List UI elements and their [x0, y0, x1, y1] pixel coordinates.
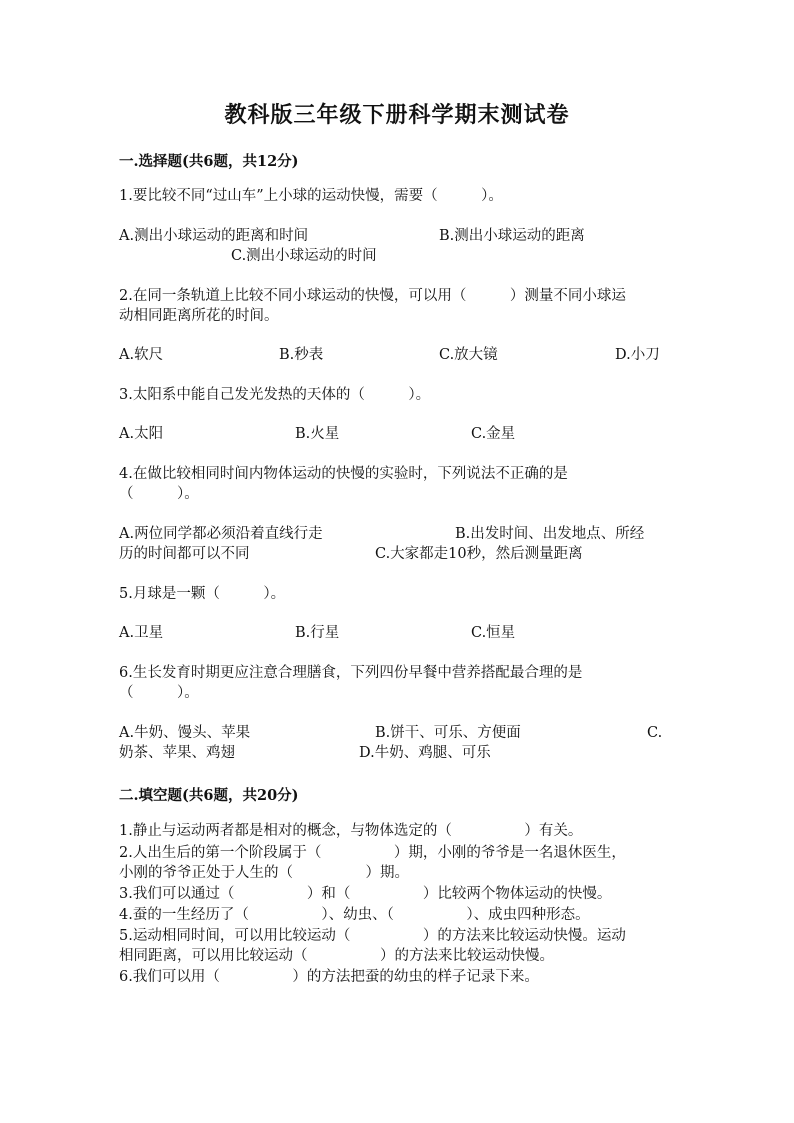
- fill-blank-line-8: 6.我们可以用（ ）的方法把蚕的幼虫的样子记录下来。: [119, 969, 539, 985]
- question-5-option-c: C.恒星: [471, 625, 516, 641]
- question-2-option-b: B.秒表: [279, 347, 324, 363]
- fill-blank-line-2: 2.人出生后的第一个阶段属于（ ）期，小刚的爷爷是一名退休医生，: [119, 845, 626, 861]
- page-title: 教科版三年级下册科学期末测试卷: [224, 102, 570, 128]
- question-4-stem-line1: 4.在做比较相同时间内物体运动的快慢的实验时，下列说法不正确的是: [119, 466, 568, 482]
- question-6-stem-line1: 6.生长发育时期更应注意合理膳食，下列四份早餐中营养搭配最合理的是: [119, 665, 583, 681]
- fill-blank-line-5: 4.蚕的一生经历了（ ）、幼虫、（ ）、成虫四种形态。: [119, 907, 590, 923]
- question-1-option-c: C.测出小球运动的时间: [231, 248, 377, 264]
- fill-blank-line-6: 5.运动相同时间，可以用比较运动（ ）的方法来比较运动快慢。运动: [119, 928, 626, 944]
- question-3-option-a: A.太阳: [119, 426, 164, 442]
- question-3-option-c: C.金星: [471, 426, 516, 442]
- question-4-option-a: A.两位同学都必须沿着直线行走: [119, 526, 323, 542]
- question-4-stem-line2: （ ）。: [119, 486, 199, 502]
- question-6-option-c-line2: 奶茶、苹果、鸡翅: [119, 745, 235, 761]
- fill-blank-line-7: 相同距离，可以用比较运动（ ）的方法来比较运动快慢。: [119, 948, 554, 964]
- fill-blank-line-1: 1.静止与运动两者都是相对的概念，与物体选定的（ ）有关。: [119, 823, 583, 839]
- question-6-option-b: B.饼干、可乐、方便面: [375, 725, 521, 741]
- question-1-option-b: B.测出小球运动的距离: [439, 228, 585, 244]
- question-6-option-a: A.牛奶、馒头、苹果: [119, 725, 251, 741]
- question-1-option-a: A.测出小球运动的距离和时间: [119, 228, 309, 244]
- question-5-stem: 5.月球是一颗（ ）。: [119, 586, 286, 602]
- fill-blank-line-4: 3.我们可以通过（ ）和（ ）比较两个物体运动的快慢。: [119, 886, 612, 902]
- question-5-option-a: A.卫星: [119, 625, 164, 641]
- question-2-option-d: D.小刀: [615, 347, 660, 363]
- question-2-option-a: A.软尺: [119, 347, 164, 363]
- question-3-option-b: B.火星: [295, 426, 340, 442]
- question-4-option-c: C.大家都走10秒，然后测量距离: [375, 546, 583, 562]
- fill-blank-line-3: 小刚的爷爷正处于人生的（ ）期。: [119, 865, 409, 881]
- question-3-stem: 3.太阳系中能自己发光发热的天体的（ ）。: [119, 387, 431, 403]
- question-6-stem-line2: （ ）。: [119, 685, 199, 701]
- section-heading-choice: 一.选择题(共6题，共12分): [119, 153, 299, 170]
- question-2-stem-line2: 动相同距离所花的时间。: [119, 308, 279, 324]
- question-2-option-c: C.放大镜: [439, 347, 498, 363]
- section-heading-fill-blank: 二.填空题(共6题，共20分): [119, 787, 299, 804]
- question-1-stem: 1.要比较不同“过山车”上小球的运动快慢，需要（ ）。: [119, 188, 503, 204]
- question-6-option-d: D.牛奶、鸡腿、可乐: [359, 745, 491, 761]
- question-2-stem-line1: 2.在同一条轨道上比较不同小球运动的快慢，可以用（ ）测量不同小球运: [119, 288, 626, 304]
- question-4-option-b-line1: B.出发时间、出发地点、所经: [455, 526, 645, 542]
- question-5-option-b: B.行星: [295, 625, 340, 641]
- question-6-option-c-line1: C.: [647, 725, 663, 741]
- question-4-option-b-line2: 历的时间都可以不同: [119, 546, 250, 562]
